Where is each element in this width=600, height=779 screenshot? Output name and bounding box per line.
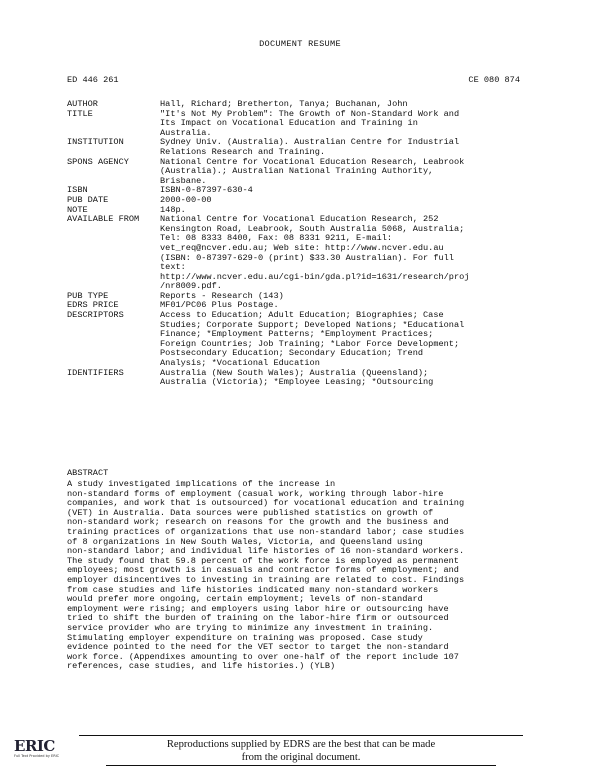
field-label: SPONS AGENCY [67, 156, 129, 167]
document-title: DOCUMENT RESUME [259, 39, 341, 49]
field-pub-date [67, 196, 537, 206]
field-value: "It's Not My Problem": The Growth of Non-Standard Work and Its Impact on Vocational Education and Training in Australia. [160, 108, 460, 138]
field-value: Hall, Richard; Bretherton, Tanya; Buchanan, John [160, 99, 408, 109]
field-label: NOTE [67, 204, 88, 215]
divider [79, 735, 523, 736]
ce-number: CE 080 874 [468, 75, 520, 85]
field-label: PUB DATE [67, 194, 109, 205]
reproduction-notice [79, 738, 523, 764]
field-identifiers [67, 369, 537, 388]
field-value: Access to Education; Adult Education; Biographies; Case Studies; Corporate Support; Developed Nations; *Educational Finance; *Employment Patterns; *Employment Practices; Foreign Countries; Job Training; *Labor Force Development; Postsecondary Education; Secondary Education; Trend Analysis; *Vocational Education [160, 310, 465, 369]
divider [106, 765, 497, 766]
field-label: TITLE [67, 108, 93, 119]
field-label: PUB TYPE [67, 290, 109, 301]
field-label: DESCRIPTORS [67, 310, 124, 321]
field-value: National Centre for Vocational Education Research, Leabrook (Australia).; Australian National Training Authority, Brisbane. [160, 156, 465, 186]
field-value: MF01/PC06 Plus Postage. [160, 300, 279, 311]
abstract-text: A study investigated implications of the increase in non-standard forms of employment (casual work, working through labor-hire companies, and work that is outsourced) for vocational education and training (VET) in Australia. Data sources were published statistics on growth of non-standard work; research on reasons for the growth and the business and training practices of organizations that use non-standard labor; case studies of 8 organizations in New South Wales, Victoria, and Queensland using non-standard labor; and individual life histories of 16 non-standard workers. The study found that 59.8 percent of the work force is employed as permanent employees; most growth is in casuals and contractor forms of employment; and employer disincentives to investing in training are related to cost. Findings from case studies and life histories indicated many non-standard workers would prefer more ongoing, certain employment; levels of non-standard employment were rising; and employers using labor hire or outsourcing have tried to shift the burden of training on the labor-hire firm or outsourced service provider who are trying to minimize any investment in training. Stimulating employer expenditure on training was proposed. Case study evidence pointed to the need for the VET sector to target the non-standard work force. (Appendixes amounting to over one-half of the report include 107 references, case studies, and life histories.) (YLB) [67, 479, 465, 672]
field-institution [67, 138, 537, 157]
field-isbn [67, 186, 537, 196]
eric-logo-subtext: Full Text Provided by ERIC [14, 754, 60, 758]
reproduction-line-1: Reproductions supplied by EDRS are the best that can be made [166, 739, 436, 750]
field-label: AVAILABLE FROM [67, 214, 140, 225]
metadata-fields [67, 100, 537, 388]
field-label: INSTITUTION [67, 137, 124, 148]
field-label: EDRS PRICE [67, 300, 119, 311]
abstract-label: ABSTRACT [67, 468, 109, 478]
field-value: Reports - Research (143) [160, 290, 284, 301]
field-value: National Centre for Vocational Education Research, 252 Kensington Road, Leabrook, South Australia 5068, Australia; Tel: 08 8333 8400, Fax: 08 8331 9211, E-mail: vet_req@ncver.edu.au; Web site: http://www.ncver.edu.au (ISBN: 0-87397-629-0 (print) $33.30 Australian). For full text: http://www.ncver.edu.au/cgi-bin/gda.pl?id=1631/research/proj /nr8009.pdf. [160, 214, 470, 292]
field-pub-type [67, 292, 537, 302]
reproduction-line-2: from the original document. [241, 752, 361, 763]
field-value: 2000-00-00 [160, 194, 212, 205]
field-descriptors [67, 311, 537, 369]
field-available-from [67, 215, 537, 292]
field-value: Australia (New South Wales); Australia (Queensland); Australia (Victoria); *Employee Leasing; *Outsourcing [160, 367, 434, 388]
field-label: ISBN [67, 185, 88, 196]
field-value: 148p. [160, 204, 186, 215]
field-title [67, 110, 537, 139]
field-label: AUTHOR [67, 99, 98, 109]
field-label: IDENTIFIERS [67, 367, 124, 378]
eric-logo [14, 738, 62, 768]
eric-logo-text: ERIC [14, 737, 55, 755]
field-value: Sydney Univ. (Australia). Australian Centre for Industrial Relations Research and Training. [160, 137, 460, 157]
field-spons-agency [67, 158, 537, 187]
ed-number: ED 446 261 [67, 75, 119, 85]
field-value: ISBN-0-87397-630-4 [160, 185, 253, 196]
